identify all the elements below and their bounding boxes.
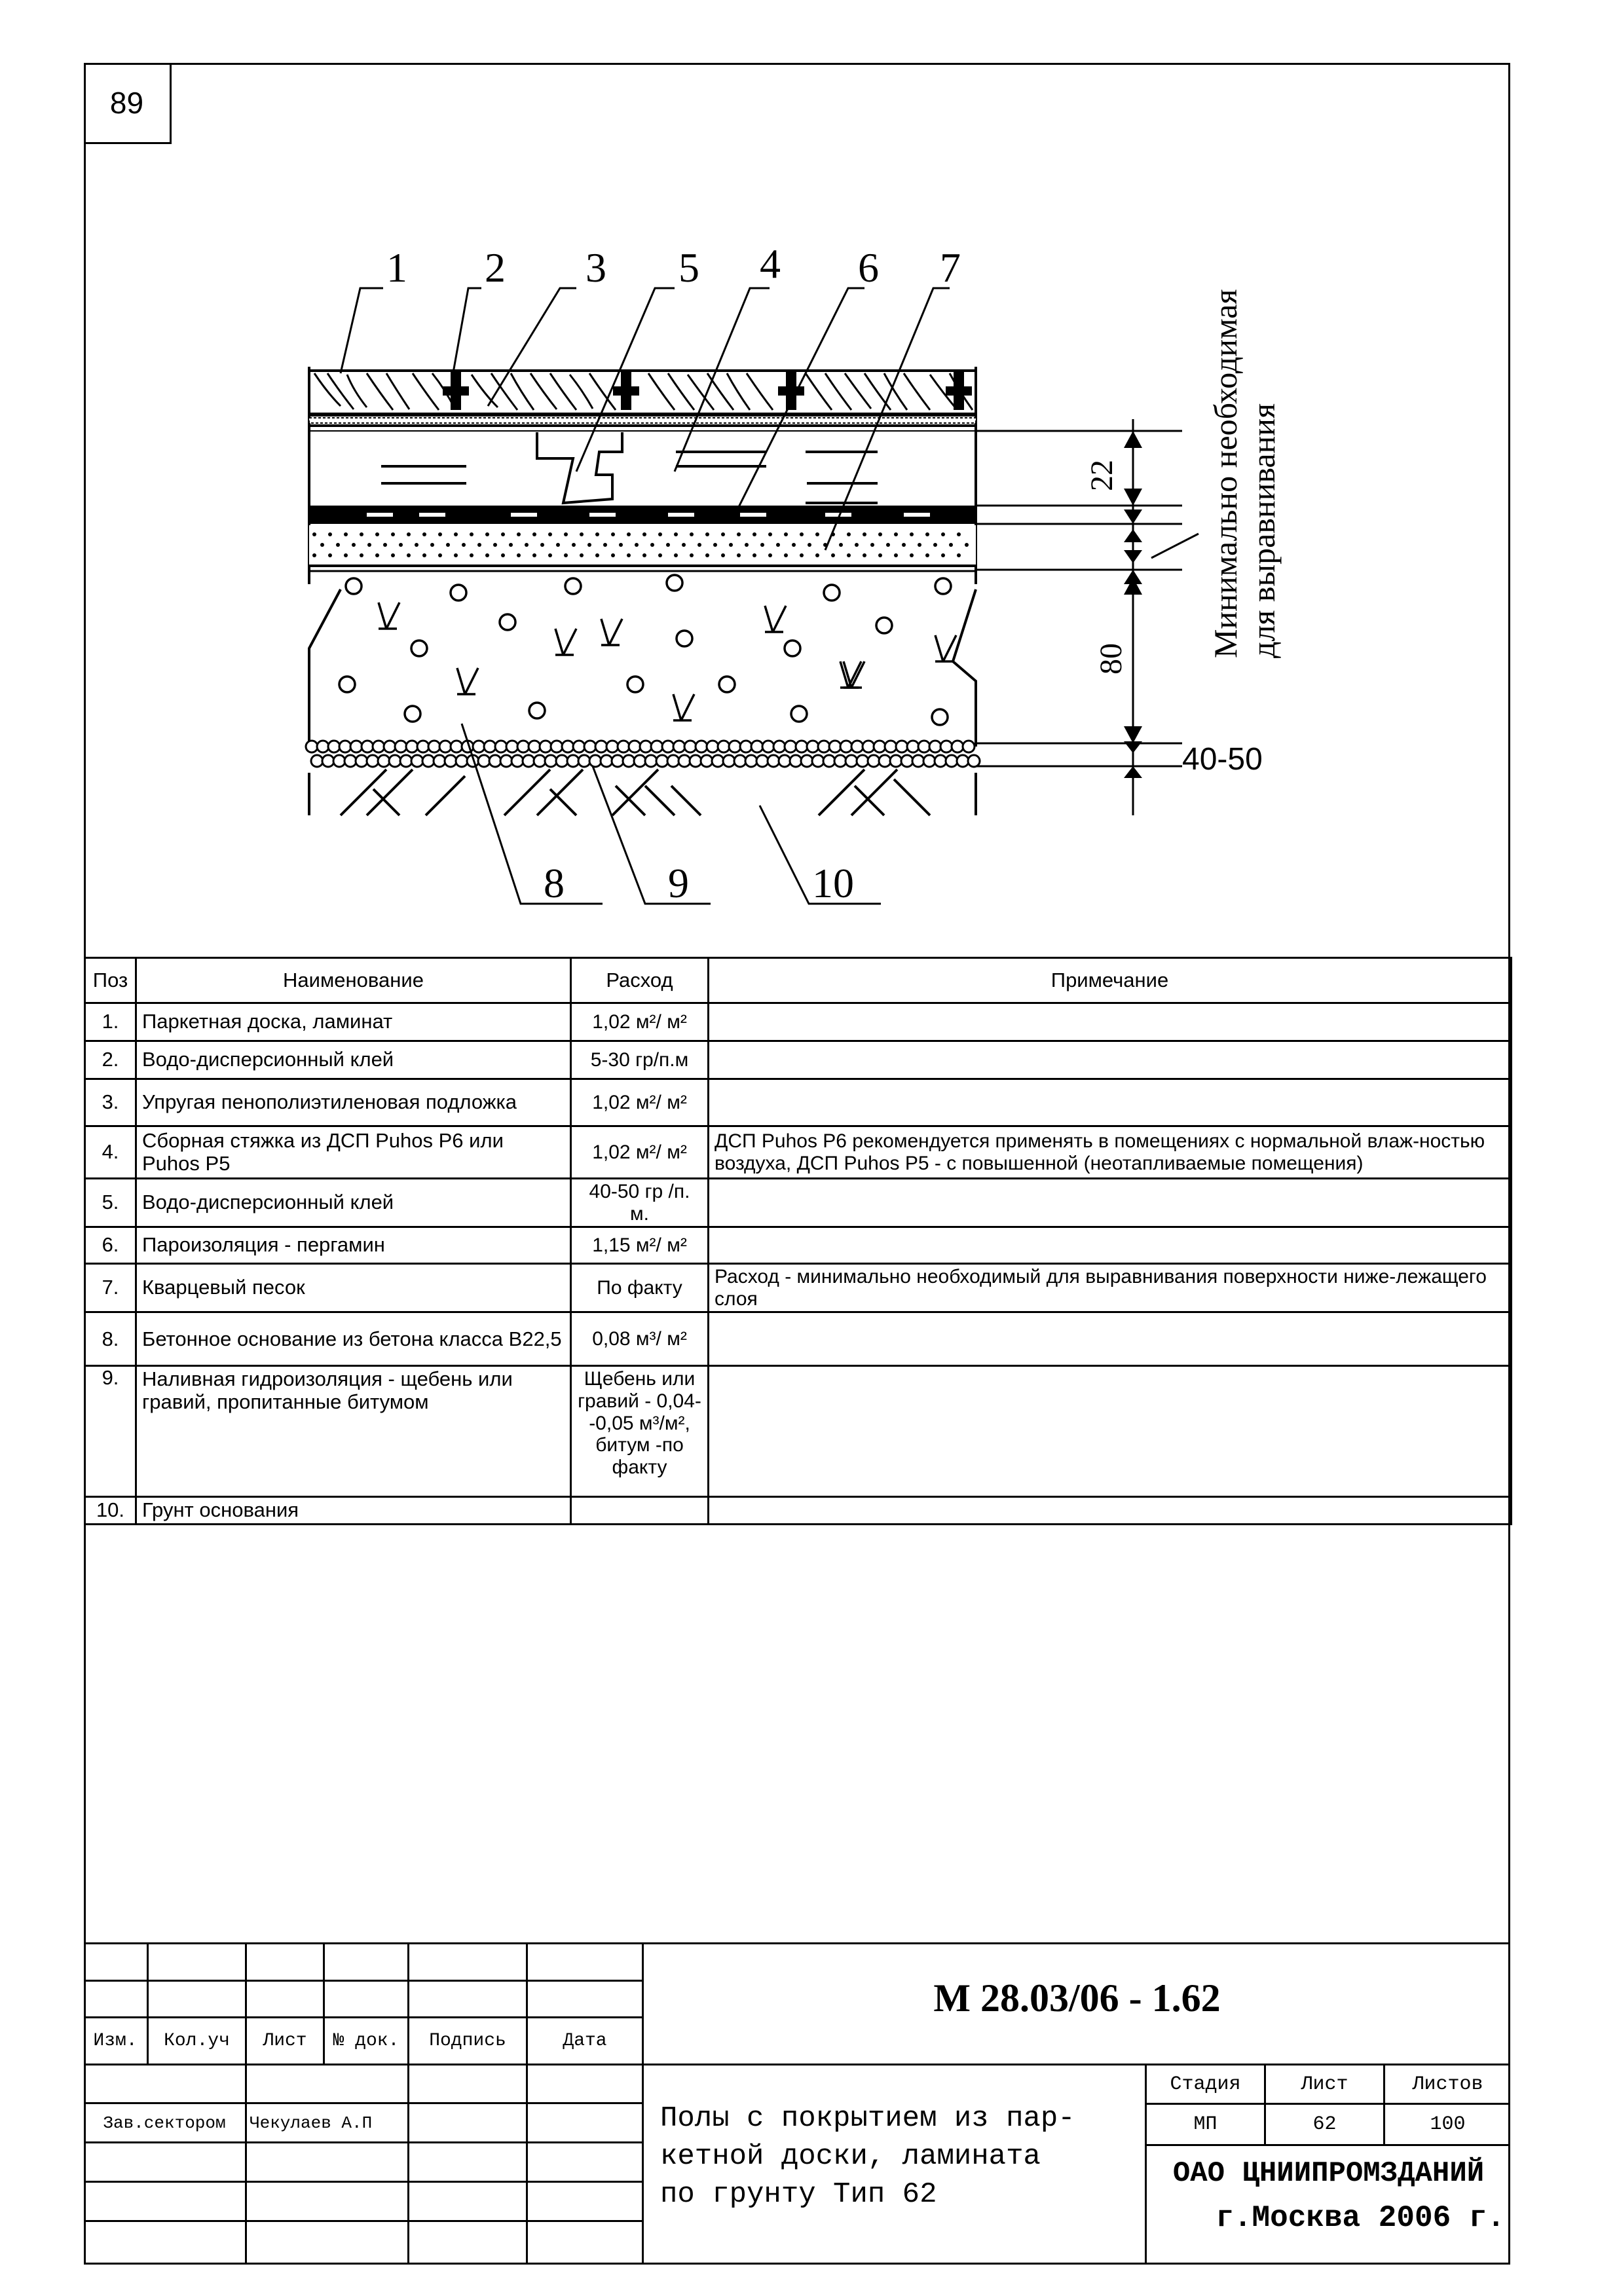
cell-name: Грунт основания <box>136 1497 571 1525</box>
table-row <box>85 1497 1512 1525</box>
col-signature: Подпись <box>429 2031 506 2051</box>
cell-name: Кварцевый песок <box>136 1264 571 1312</box>
col-doc-no: № док. <box>333 2031 400 2051</box>
cell-note <box>709 1227 1512 1264</box>
cell-note <box>709 1312 1512 1366</box>
table-row <box>85 1003 1512 1041</box>
cell-name: Паркетная доска, ламинат <box>136 1003 571 1041</box>
cell-usage: 1,02 м²/ м² <box>571 1003 709 1041</box>
sheet-label: Лист <box>1301 2073 1348 2096</box>
cell-usage: 0,08 м³/ м² <box>571 1312 709 1366</box>
table-row <box>85 1312 1512 1366</box>
specification-table <box>84 957 1512 1525</box>
stage-value: МП <box>1193 2113 1217 2136</box>
cell-name: Водо-дисперсионный клей <box>136 1041 571 1079</box>
drawing-title-line2: кетной доски, ламината <box>660 2140 1041 2173</box>
cell-note <box>709 1366 1512 1497</box>
cell-note <box>709 1041 1512 1079</box>
callout-10: 10 <box>812 860 854 906</box>
cell-note <box>709 1497 1512 1525</box>
document-code: М 28.03/06 - 1.62 <box>933 1976 1221 2020</box>
cell-note: ДСП Puhos P6 рекомендуется применять в помещениях с нормальной влаж-ностью воздуха, ДСП Puhos P5 - с повышенной (неотапливаемые помещения) <box>709 1126 1512 1179</box>
drawing-title-line3: по грунту Тип 62 <box>660 2178 937 2211</box>
sheets-value: 100 <box>1430 2113 1466 2136</box>
cell-pos: 6. <box>85 1227 136 1264</box>
screed-layer <box>381 432 878 503</box>
cell-usage: Щебень или гравий - 0,04- -0,05 м³/м², битум -по факту <box>571 1366 709 1497</box>
callout-1: 1 <box>386 244 407 291</box>
drawing-title <box>660 2100 1145 2213</box>
cell-usage: 1,02 м²/ м² <box>571 1079 709 1126</box>
drawing-title-line1: Полы с покрытием из пар- <box>660 2102 1075 2135</box>
header-usage: Расход <box>571 958 709 1003</box>
cell-usage: 1,15 м²/ м² <box>571 1227 709 1264</box>
cell-note <box>709 1079 1512 1126</box>
dimension-80: 80 <box>1094 643 1128 675</box>
cell-name: Наливная гидроизоляция - щебень или гравий, пропитанные битумом <box>136 1366 571 1497</box>
col-kol-uch: Кол.уч <box>164 2031 230 2051</box>
cell-pos: 1. <box>85 1003 136 1041</box>
table-row <box>85 1079 1512 1126</box>
cell-name: Пароизоляция - пергамин <box>136 1227 571 1264</box>
sand-layer <box>309 525 976 565</box>
cell-name: Сборная стяжка из ДСП Puhos P6 или Puhos P5 <box>136 1126 571 1179</box>
organization-name: ОАО ЦНИИПРОМЗДАНИЙ <box>1172 2157 1485 2190</box>
title-block <box>84 1942 1510 2265</box>
cell-usage: 5-30 гр/п.м <box>571 1041 709 1079</box>
col-list: Лист <box>263 2031 307 2051</box>
header-note: Примечание <box>709 958 1512 1003</box>
cell-note <box>709 1003 1512 1041</box>
cell-pos: 10. <box>85 1497 136 1525</box>
cell-name: Бетонное основание из бетона класса В22,5 <box>136 1312 571 1366</box>
cell-name: Водо-дисперсионный клей <box>136 1179 571 1227</box>
cell-note <box>709 1179 1512 1227</box>
col-date: Дата <box>563 2031 607 2051</box>
role-label: Зав.сектором <box>103 2113 226 2133</box>
table-row <box>85 1264 1512 1312</box>
organization-city-year: г.Москва 2006 г. <box>1216 2201 1505 2235</box>
table-header-row <box>85 958 1512 1003</box>
callout-2: 2 <box>485 244 506 291</box>
cell-pos: 7. <box>85 1264 136 1312</box>
cell-pos: 8. <box>85 1312 136 1366</box>
table-row <box>85 1126 1512 1179</box>
col-izm: Изм. <box>93 2031 138 2051</box>
concrete-layer <box>309 589 976 747</box>
cell-pos: 2. <box>85 1041 136 1079</box>
cell-note: Расход - минимально необходимый для выравнивания поверхности ниже-лежащего слоя <box>709 1264 1512 1312</box>
table-row <box>85 1366 1512 1497</box>
cell-name: Упругая пенополиэтиленовая подложка <box>136 1079 571 1126</box>
cell-pos: 3. <box>85 1079 136 1126</box>
cell-pos: 5. <box>85 1179 136 1227</box>
cell-usage <box>571 1497 709 1525</box>
leveling-note-line2: для выравнивания <box>1245 403 1282 658</box>
sheet-value: 62 <box>1312 2113 1337 2136</box>
callout-3: 3 <box>585 244 606 291</box>
cell-usage: 40-50 гр /п. м. <box>571 1179 709 1227</box>
callout-6: 6 <box>858 244 879 291</box>
table-row <box>85 1227 1512 1264</box>
leveling-note-line1: Минимально необходимая <box>1207 289 1244 658</box>
page-number: 89 <box>84 63 172 144</box>
sheets-label: Листов <box>1412 2073 1483 2096</box>
dimension-40-50: 40-50 <box>1182 742 1263 777</box>
callout-9: 9 <box>668 860 689 906</box>
callout-7: 7 <box>940 244 961 291</box>
cell-pos: 9. <box>85 1366 136 1497</box>
table-row <box>85 1041 1512 1079</box>
person-name: Чекулаев А.П <box>250 2113 373 2133</box>
table-row <box>85 1179 1512 1227</box>
dimension-22: 22 <box>1085 460 1119 491</box>
header-pos: Поз <box>85 958 136 1003</box>
cell-usage: По факту <box>571 1264 709 1312</box>
callout-5: 5 <box>678 244 699 291</box>
cell-pos: 4. <box>85 1126 136 1179</box>
stage-label: Стадия <box>1170 2073 1241 2096</box>
callout-8: 8 <box>544 860 565 906</box>
callout-4: 4 <box>760 240 781 287</box>
floor-section-drawing <box>0 0 1598 956</box>
header-name: Наименование <box>136 958 571 1003</box>
cell-usage: 1,02 м²/ м² <box>571 1126 709 1179</box>
soil-layer <box>309 769 976 815</box>
parquet-layer <box>309 371 976 414</box>
